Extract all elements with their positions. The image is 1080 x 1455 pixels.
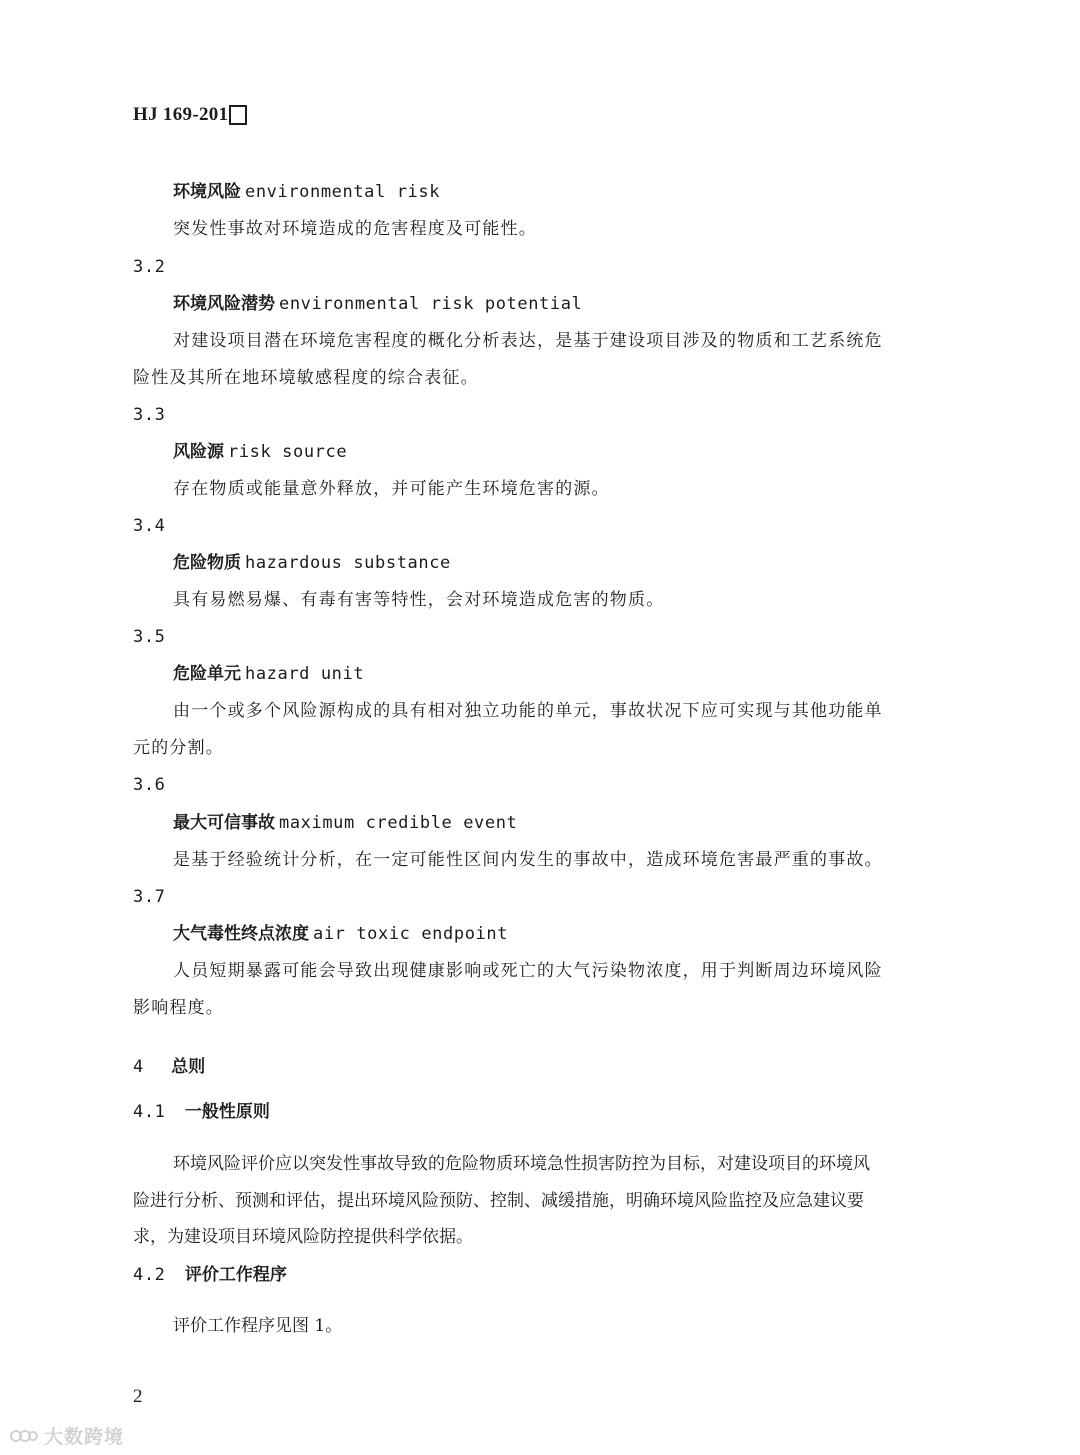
term-definition: 人员短期暴露可能会导致出现健康影响或死亡的大气污染物浓度，用于判断周边环境风险 bbox=[173, 961, 883, 981]
term-english: environmental risk potential bbox=[279, 294, 583, 314]
placeholder-box-icon bbox=[229, 105, 247, 125]
term-number: 3.6 bbox=[133, 775, 166, 795]
term-heading bbox=[173, 926, 508, 943]
watermark-logo-icon bbox=[10, 1425, 38, 1447]
term-english: hazardous substance bbox=[245, 553, 451, 573]
paragraph-line: 评价工作程序见图 1。 bbox=[173, 1316, 343, 1336]
term-heading bbox=[173, 815, 517, 832]
paragraph-line: 环境风险评价应以突发性事故导致的危险物质环境急性损害防控为目标，对建设项目的环境风 bbox=[173, 1154, 870, 1174]
section-heading bbox=[133, 1059, 205, 1076]
term-number: 3.5 bbox=[133, 627, 166, 647]
subsection-heading bbox=[133, 1267, 287, 1284]
term-english: air toxic endpoint bbox=[313, 924, 509, 944]
term-definition: 是基于经验统计分析，在一定可能性区间内发生的事故中，造成环境危害最严重的事故。 bbox=[173, 850, 883, 870]
term-definition: 由一个或多个风险源构成的具有相对独立功能的单元，事故状况下应可实现与其他功能单 bbox=[173, 701, 883, 721]
paragraph-line: 险进行分析、预测和评估，提出环境风险预防、控制、减缓措施，明确环境风险监控及应急建议要 bbox=[133, 1191, 864, 1211]
term-heading bbox=[173, 666, 364, 683]
term-title: 危险物质 bbox=[173, 553, 241, 573]
document-header bbox=[133, 104, 247, 126]
standard-code: HJ 169-201 bbox=[133, 104, 229, 125]
section-title: 总则 bbox=[171, 1057, 206, 1077]
section-number: 4 bbox=[133, 1057, 144, 1077]
term-english: hazard unit bbox=[245, 664, 365, 684]
term-number: 3.3 bbox=[133, 405, 166, 425]
term-title: 环境风险 bbox=[173, 182, 241, 202]
term-title: 危险单元 bbox=[173, 664, 241, 684]
paragraph-line: 求，为建设项目环境风险防控提供科学依据。 bbox=[133, 1227, 473, 1247]
term-english: risk source bbox=[228, 442, 348, 462]
term-number: 3.4 bbox=[133, 516, 166, 536]
term-definition: 突发性事故对环境造成的危害程度及可能性。 bbox=[173, 219, 537, 239]
term-title: 环境风险潜势 bbox=[173, 294, 275, 314]
subsection-title: 评价工作程序 bbox=[184, 1265, 287, 1285]
subsection-number: 4.2 bbox=[133, 1265, 166, 1285]
subsection-number: 4.1 bbox=[133, 1102, 166, 1122]
term-english: environmental risk bbox=[245, 182, 441, 202]
term-definition: 具有易燃易爆、有毒有害等特性，会对环境造成危害的物质。 bbox=[173, 590, 665, 610]
subsection-title: 一般性原则 bbox=[184, 1102, 270, 1122]
term-heading bbox=[173, 555, 451, 572]
term-heading bbox=[173, 296, 582, 313]
term-title: 风险源 bbox=[173, 442, 224, 462]
term-definition: 元的分割。 bbox=[133, 738, 224, 758]
term-title: 最大可信事故 bbox=[173, 813, 275, 833]
term-english: maximum credible event bbox=[279, 813, 518, 833]
watermark-text: 大数跨境 bbox=[44, 1426, 125, 1448]
watermark bbox=[10, 1422, 124, 1449]
term-definition: 存在物质或能量意外释放，并可能产生环境危害的源。 bbox=[173, 479, 610, 499]
subsection-heading bbox=[133, 1104, 270, 1121]
page-number: 2 bbox=[133, 1386, 143, 1407]
term-heading bbox=[173, 444, 347, 461]
term-number: 3.7 bbox=[133, 887, 166, 907]
term-title: 大气毒性终点浓度 bbox=[173, 924, 309, 944]
term-definition: 对建设项目潜在环境危害程度的概化分析表达，是基于建设项目涉及的物质和工艺系统危 bbox=[173, 331, 883, 351]
term-definition: 险性及其所在地环境敏感程度的综合表征。 bbox=[133, 368, 479, 388]
term-heading bbox=[173, 184, 440, 201]
term-definition: 影响程度。 bbox=[133, 998, 224, 1018]
term-number: 3.2 bbox=[133, 257, 166, 277]
